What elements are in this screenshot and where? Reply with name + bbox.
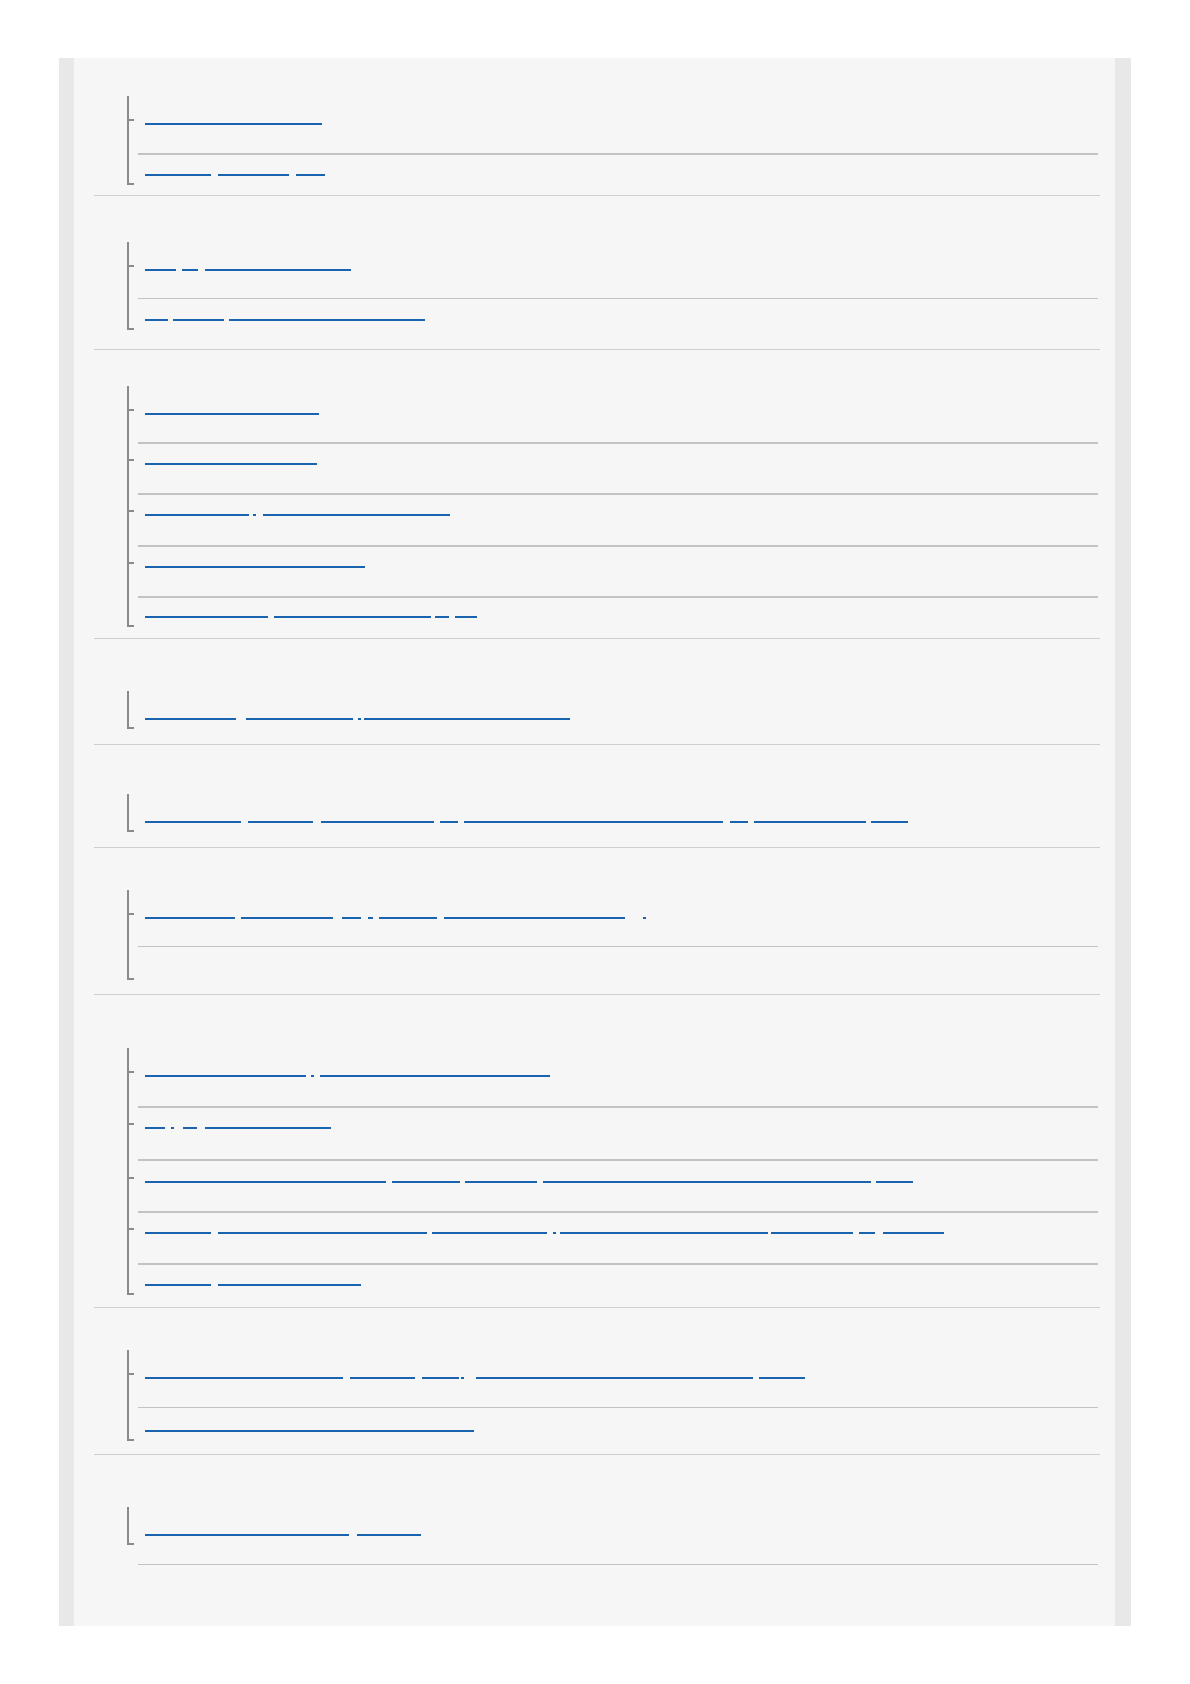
link-underline bbox=[754, 821, 866, 823]
link-underline bbox=[145, 566, 365, 568]
link-underline bbox=[321, 821, 434, 823]
group-divider bbox=[94, 638, 1100, 639]
link-underline bbox=[368, 917, 373, 919]
toc-link[interactable] bbox=[145, 174, 1045, 188]
item-divider bbox=[138, 1263, 1098, 1265]
link-underline bbox=[241, 917, 333, 919]
tree-branch-tick bbox=[127, 727, 134, 729]
link-underline bbox=[182, 269, 198, 271]
tree-branch-tick bbox=[127, 562, 134, 564]
link-underline bbox=[560, 1232, 768, 1234]
tree-connector-line bbox=[127, 242, 129, 330]
toc-link[interactable] bbox=[145, 269, 1045, 283]
link-underline bbox=[643, 917, 646, 919]
document-page bbox=[59, 58, 1131, 1626]
toc-link[interactable] bbox=[145, 1534, 1045, 1548]
group-divider bbox=[94, 349, 1100, 350]
link-underline bbox=[883, 1232, 944, 1234]
group-divider bbox=[94, 1454, 1100, 1455]
link-underline bbox=[274, 616, 431, 618]
tree-connector-line bbox=[127, 1350, 129, 1441]
toc-link[interactable] bbox=[145, 718, 1045, 732]
toc-link[interactable] bbox=[145, 1127, 1045, 1141]
link-underline bbox=[859, 1232, 875, 1234]
link-underline bbox=[145, 1232, 211, 1234]
link-underline bbox=[248, 821, 313, 823]
tree-branch-tick bbox=[127, 1543, 134, 1545]
link-underline bbox=[432, 1232, 547, 1234]
tree-connector-line bbox=[127, 386, 129, 627]
toc-link[interactable] bbox=[145, 1075, 1045, 1089]
item-divider bbox=[138, 1106, 1098, 1108]
toc-link[interactable] bbox=[145, 123, 1045, 137]
link-underline bbox=[145, 1127, 165, 1129]
group-divider bbox=[94, 744, 1100, 745]
link-underline bbox=[465, 1181, 537, 1183]
toc-link[interactable] bbox=[145, 821, 1045, 835]
link-underline bbox=[145, 821, 241, 823]
link-underline bbox=[464, 821, 723, 823]
link-underline bbox=[145, 1181, 386, 1183]
toc-link[interactable] bbox=[145, 1377, 1045, 1391]
item-divider bbox=[138, 298, 1098, 299]
link-underline bbox=[145, 319, 168, 321]
link-underline bbox=[145, 514, 249, 516]
toc-link[interactable] bbox=[145, 1232, 1045, 1246]
link-underline bbox=[145, 413, 319, 415]
toc-link[interactable] bbox=[145, 1284, 1045, 1298]
link-underline bbox=[145, 718, 236, 720]
tree-branch-tick bbox=[127, 1177, 134, 1179]
link-underline bbox=[342, 917, 361, 919]
link-underline bbox=[392, 1181, 460, 1183]
link-underline bbox=[422, 1377, 459, 1379]
link-underline bbox=[320, 1075, 550, 1077]
link-underline bbox=[730, 821, 748, 823]
link-underline bbox=[357, 1534, 421, 1536]
link-underline bbox=[145, 1075, 306, 1077]
link-underline bbox=[205, 1127, 331, 1129]
link-underline bbox=[871, 821, 908, 823]
tree-branch-tick bbox=[127, 183, 134, 185]
toc-link[interactable] bbox=[145, 969, 1045, 983]
item-divider bbox=[138, 596, 1098, 598]
toc-link[interactable] bbox=[145, 917, 1045, 931]
link-underline bbox=[145, 1430, 474, 1432]
item-divider bbox=[138, 153, 1098, 155]
link-underline bbox=[543, 1181, 871, 1183]
link-underline bbox=[476, 1377, 753, 1379]
tree-connector-line bbox=[127, 96, 129, 185]
toc-link[interactable] bbox=[145, 514, 1045, 528]
link-underline bbox=[253, 514, 256, 516]
link-underline bbox=[218, 1232, 427, 1234]
tree-branch-tick bbox=[127, 459, 134, 461]
tree-branch-tick bbox=[127, 119, 134, 121]
link-underline bbox=[759, 1377, 805, 1379]
link-underline bbox=[218, 174, 289, 176]
item-divider bbox=[138, 1564, 1098, 1565]
link-underline bbox=[379, 917, 437, 919]
link-underline bbox=[171, 1127, 174, 1129]
link-underline bbox=[145, 174, 211, 176]
link-underline bbox=[435, 616, 449, 618]
tree-branch-tick bbox=[127, 625, 134, 627]
link-underline bbox=[145, 917, 235, 919]
group-divider bbox=[94, 1307, 1100, 1308]
tree-branch-tick bbox=[127, 978, 134, 980]
tree-connector-line bbox=[127, 1048, 129, 1295]
toc-link[interactable] bbox=[145, 616, 1045, 630]
item-divider bbox=[138, 1211, 1098, 1213]
link-underline bbox=[229, 319, 425, 321]
link-underline bbox=[183, 1127, 197, 1129]
link-underline bbox=[440, 821, 458, 823]
group-divider bbox=[94, 195, 1100, 196]
tree-branch-tick bbox=[127, 1228, 134, 1230]
link-underline bbox=[553, 1232, 556, 1234]
link-underline bbox=[173, 319, 224, 321]
link-underline bbox=[246, 718, 353, 720]
toc-content bbox=[74, 58, 1115, 1626]
toc-link[interactable] bbox=[145, 319, 1045, 333]
link-underline bbox=[145, 463, 317, 465]
tree-connector-line bbox=[127, 890, 129, 980]
tree-branch-tick bbox=[127, 830, 134, 832]
toc-link[interactable] bbox=[145, 463, 1045, 477]
link-underline bbox=[358, 718, 361, 720]
link-underline bbox=[455, 616, 477, 618]
tree-branch-tick bbox=[127, 1373, 134, 1375]
tree-branch-tick bbox=[127, 409, 134, 411]
link-underline bbox=[876, 1181, 913, 1183]
link-underline bbox=[218, 1284, 361, 1286]
tree-branch-tick bbox=[127, 1293, 134, 1295]
link-underline bbox=[364, 718, 570, 720]
toc-link[interactable] bbox=[145, 1430, 1045, 1444]
link-underline bbox=[145, 123, 322, 125]
tree-connector-line bbox=[127, 1507, 129, 1545]
link-underline bbox=[145, 269, 176, 271]
item-divider bbox=[138, 946, 1098, 947]
link-underline bbox=[444, 917, 625, 919]
link-underline bbox=[311, 1075, 314, 1077]
tree-connector-line bbox=[127, 794, 129, 832]
link-underline bbox=[296, 174, 325, 176]
item-divider bbox=[138, 493, 1098, 495]
group-divider bbox=[94, 994, 1100, 995]
group-divider bbox=[94, 847, 1100, 848]
tree-branch-tick bbox=[127, 328, 134, 330]
tree-branch-tick bbox=[127, 1123, 134, 1125]
link-underline bbox=[145, 1377, 343, 1379]
link-underline bbox=[145, 1534, 349, 1536]
link-underline bbox=[145, 1284, 211, 1286]
link-underline bbox=[263, 514, 450, 516]
tree-branch-tick bbox=[127, 1071, 134, 1073]
toc-link[interactable] bbox=[145, 413, 1045, 427]
link-underline bbox=[771, 1232, 853, 1234]
item-divider bbox=[138, 1407, 1098, 1408]
link-underline bbox=[461, 1377, 464, 1379]
link-underline bbox=[205, 269, 351, 271]
tree-branch-tick bbox=[127, 913, 134, 915]
item-divider bbox=[138, 545, 1098, 547]
tree-connector-line bbox=[127, 691, 129, 729]
tree-branch-tick bbox=[127, 510, 134, 512]
item-divider bbox=[138, 1159, 1098, 1161]
toc-link[interactable] bbox=[145, 1181, 1045, 1195]
toc-link[interactable] bbox=[145, 566, 1045, 580]
tree-branch-tick bbox=[127, 1439, 134, 1441]
item-divider bbox=[138, 442, 1098, 444]
link-underline bbox=[145, 616, 268, 618]
tree-branch-tick bbox=[127, 265, 134, 267]
link-underline bbox=[350, 1377, 415, 1379]
